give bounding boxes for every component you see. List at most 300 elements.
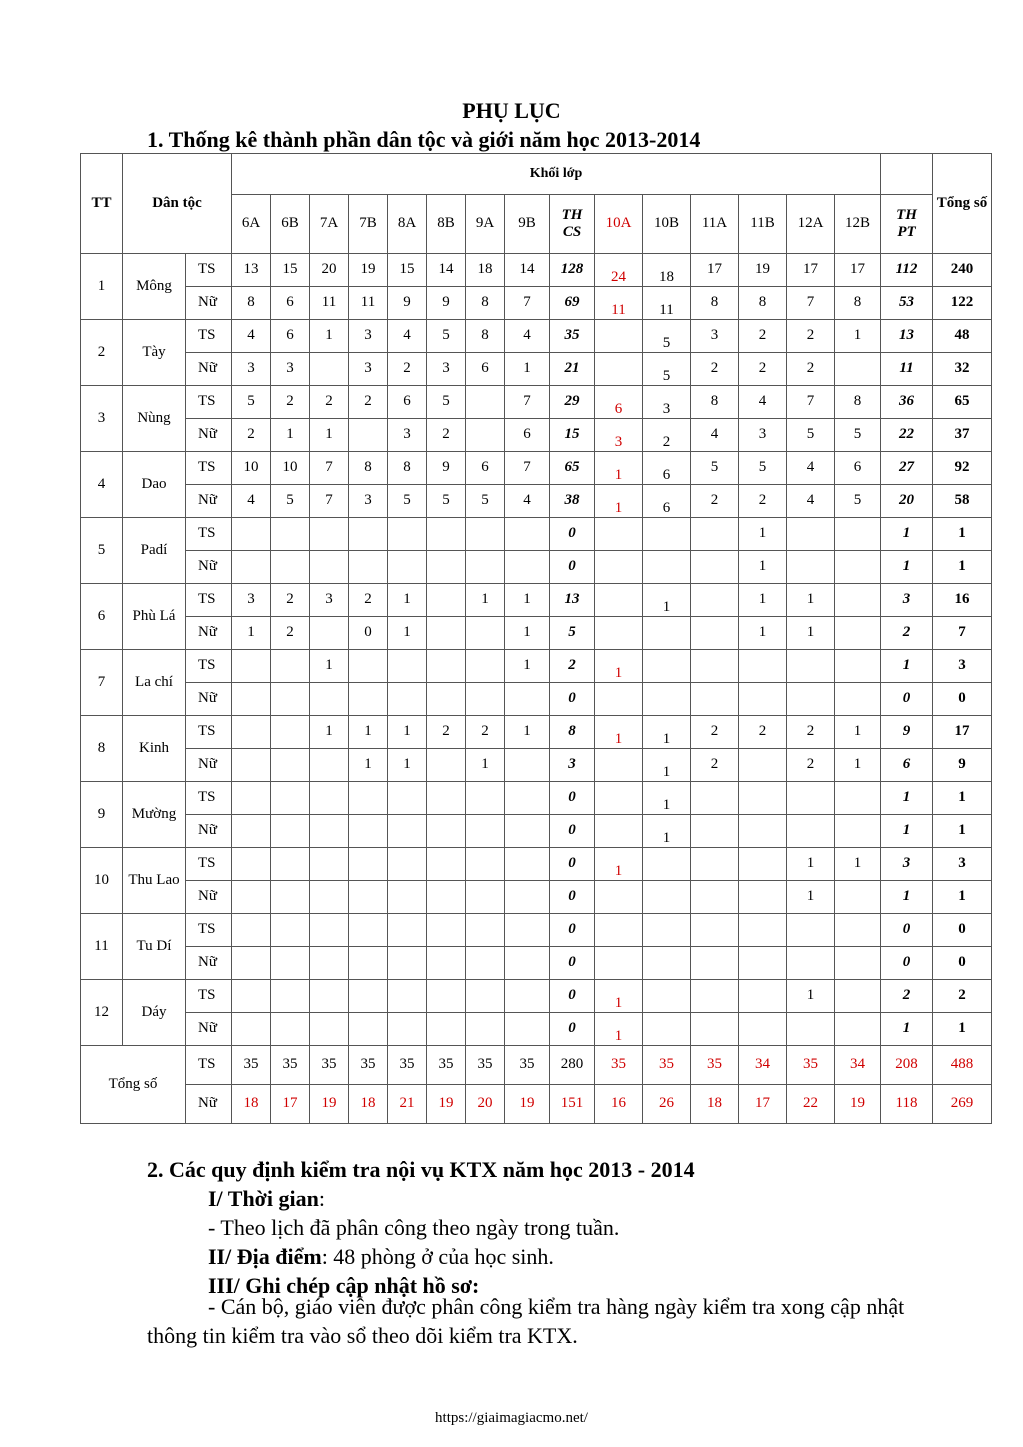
table-cell [691, 518, 739, 551]
table-cell [933, 683, 992, 716]
cell-value: 1 [325, 327, 333, 344]
table-cell [349, 815, 388, 848]
table-cell [881, 320, 933, 353]
table-cell [466, 815, 505, 848]
table-cell [232, 386, 271, 419]
cell-value: 3 [614, 434, 623, 451]
table-cell [466, 287, 505, 320]
table-cell [310, 683, 349, 716]
table-cell [643, 518, 691, 551]
table-cell [835, 617, 881, 650]
table-cell [881, 551, 933, 584]
row-ethnic: Mông [123, 254, 186, 320]
cell-value: 1 [806, 624, 815, 641]
cell-value: 1 [325, 426, 333, 443]
table-cell [739, 452, 787, 485]
row-ethnic: Mường [123, 782, 186, 848]
table-cell [739, 716, 787, 749]
table-cell [232, 947, 271, 980]
cell-value: 3 [902, 855, 911, 872]
table-row [81, 683, 992, 716]
table-row [81, 980, 992, 1013]
total-cell: 19 [835, 1085, 881, 1124]
table-cell [466, 980, 505, 1013]
table-cell [595, 386, 643, 419]
table-cell [466, 716, 505, 749]
total-cell: 18 [349, 1085, 388, 1124]
table-cell [310, 254, 349, 287]
table-cell [787, 551, 835, 584]
cell-value: 13 [899, 327, 914, 344]
class-header: TH PT [881, 195, 933, 254]
cell-value: 8 [403, 459, 411, 476]
cell-value: 8 [853, 294, 862, 311]
table-cell [787, 716, 835, 749]
table-cell [595, 353, 643, 386]
table-cell [232, 848, 271, 881]
cell-value: 8 [481, 294, 489, 311]
cell-value: 2 [286, 591, 294, 608]
cell-value: 5 [758, 459, 767, 476]
table-cell [271, 815, 310, 848]
table-cell [933, 452, 992, 485]
table-cell [427, 353, 466, 386]
table-cell [643, 1013, 691, 1046]
total-cell: 35 [595, 1046, 643, 1085]
table-row [81, 1013, 992, 1046]
row-type: Nữ [186, 287, 232, 320]
cell-value: 11 [659, 302, 674, 319]
cell-value: 1 [614, 995, 623, 1012]
cell-value: 1 [247, 624, 255, 641]
cell-value: 4 [247, 492, 255, 509]
class-header: 9B [505, 195, 550, 254]
table-row [81, 584, 992, 617]
table-cell [466, 254, 505, 287]
table-cell [550, 386, 595, 419]
cell-value: 1 [403, 591, 411, 608]
table-cell [787, 254, 835, 287]
table-cell [595, 419, 643, 452]
table-cell [881, 287, 933, 320]
cell-value: 4 [758, 393, 767, 410]
table-cell [388, 320, 427, 353]
cell-value: 1 [958, 558, 966, 575]
cell-value: 38 [564, 492, 580, 509]
row-type: TS [186, 848, 232, 881]
table-cell [787, 485, 835, 518]
cell-value: 5 [247, 393, 255, 410]
table-cell [388, 749, 427, 782]
cell-value: 5 [806, 426, 815, 443]
table-cell [466, 914, 505, 947]
table-cell [388, 353, 427, 386]
table-cell [505, 386, 550, 419]
cell-value: 6 [853, 459, 862, 476]
table-cell [787, 914, 835, 947]
cell-value: 2 [806, 327, 815, 344]
table-cell [835, 914, 881, 947]
table-cell [835, 518, 881, 551]
cell-value: 6 [662, 467, 671, 484]
cell-value: 2 [710, 360, 719, 377]
table-cell [933, 518, 992, 551]
class-header: 6B [271, 195, 310, 254]
table-cell [787, 287, 835, 320]
table-cell [739, 815, 787, 848]
table-cell [388, 716, 427, 749]
table-cell [232, 452, 271, 485]
row-ethnic: La chí [123, 650, 186, 716]
table-cell [505, 419, 550, 452]
cell-value: 5 [286, 492, 294, 509]
table-cell [643, 947, 691, 980]
table-cell [787, 518, 835, 551]
table-cell [271, 650, 310, 683]
table-cell [388, 452, 427, 485]
table-cell [643, 980, 691, 1013]
row-type: TS [186, 914, 232, 947]
table-cell [310, 914, 349, 947]
cell-value: 2 [806, 756, 815, 773]
table-cell [595, 320, 643, 353]
table-cell [595, 650, 643, 683]
header-blank [881, 154, 933, 195]
table-cell [550, 683, 595, 716]
cell-value: 3 [247, 591, 255, 608]
cell-value: 1 [662, 764, 671, 781]
cell-value: 6 [523, 426, 531, 443]
table-cell [550, 617, 595, 650]
cell-value: 1 [481, 591, 489, 608]
table-cell [232, 353, 271, 386]
table-cell [933, 254, 992, 287]
cell-value: 27 [899, 459, 914, 476]
table-cell [427, 419, 466, 452]
table-cell [933, 848, 992, 881]
table-cell [271, 353, 310, 386]
total-cell: 35 [232, 1046, 271, 1085]
table-cell [691, 749, 739, 782]
table-cell [691, 716, 739, 749]
cell-value: 1 [662, 599, 671, 616]
table-cell [349, 320, 388, 353]
header-tongso: Tổng số [933, 154, 992, 254]
table-cell [388, 584, 427, 617]
table-cell [835, 353, 881, 386]
table-cell [739, 551, 787, 584]
table-cell [349, 551, 388, 584]
table-row [81, 815, 992, 848]
cell-value: 65 [954, 393, 970, 410]
table-cell [427, 287, 466, 320]
cell-value: 11 [611, 302, 626, 319]
table-cell [835, 650, 881, 683]
table-cell [933, 386, 992, 419]
table-cell [466, 782, 505, 815]
cell-value: 17 [707, 261, 722, 278]
cell-value: 1 [364, 723, 372, 740]
cell-value: 20 [899, 492, 914, 509]
table-cell [271, 254, 310, 287]
table-cell [310, 287, 349, 320]
cell-value: 58 [954, 492, 970, 509]
header-tt: TT [81, 154, 123, 254]
table-cell [388, 1013, 427, 1046]
table-cell [427, 518, 466, 551]
cell-value: 14 [438, 261, 454, 278]
table-cell [550, 320, 595, 353]
table-cell [643, 386, 691, 419]
table-cell [933, 617, 992, 650]
cell-value: 0 [568, 822, 576, 839]
table-cell [881, 386, 933, 419]
row-type: Nữ [186, 749, 232, 782]
cell-value: 48 [954, 327, 970, 344]
cell-value: 1 [662, 797, 671, 814]
total-cell: 19 [310, 1085, 349, 1124]
row-type: Nữ [186, 353, 232, 386]
table-cell [232, 485, 271, 518]
table-cell [427, 551, 466, 584]
cell-value: 3 [902, 591, 911, 608]
row-tt: 3 [81, 386, 123, 452]
cell-value: 1 [403, 624, 411, 641]
table-cell [271, 287, 310, 320]
table-cell [505, 254, 550, 287]
row-ethnic: Kinh [123, 716, 186, 782]
cell-value: 32 [954, 360, 970, 377]
table-cell [232, 782, 271, 815]
table-cell [881, 815, 933, 848]
cell-value: 21 [564, 360, 580, 377]
table-cell [427, 881, 466, 914]
cell-value: 1 [662, 731, 671, 748]
table-cell [787, 881, 835, 914]
table-cell [271, 782, 310, 815]
table-cell [310, 419, 349, 452]
table-cell [595, 518, 643, 551]
table-cell [232, 815, 271, 848]
cell-value: 5 [442, 492, 450, 509]
total-cell: 21 [388, 1085, 427, 1124]
cell-value: 18 [477, 261, 493, 278]
cell-value: 3 [758, 426, 767, 443]
cell-value: 1 [806, 855, 815, 872]
cell-value: 35 [564, 327, 580, 344]
total-cell: 35 [271, 1046, 310, 1085]
table-cell [550, 749, 595, 782]
table-cell [595, 848, 643, 881]
table-cell [427, 815, 466, 848]
cell-value: 15 [399, 261, 415, 278]
table-cell [271, 914, 310, 947]
cell-value: 5 [442, 393, 450, 410]
cell-value: 15 [564, 426, 580, 443]
cell-value: 13 [243, 261, 259, 278]
class-header: 10B [643, 195, 691, 254]
table-cell [232, 749, 271, 782]
table-cell [271, 683, 310, 716]
cell-value: 0 [568, 987, 576, 1004]
table-cell [550, 287, 595, 320]
cell-value: 0 [568, 789, 576, 806]
row-type: TS [186, 452, 232, 485]
table-cell [933, 650, 992, 683]
table-row [81, 848, 992, 881]
table-cell [310, 584, 349, 617]
row-tt: 6 [81, 584, 123, 650]
cell-value: 4 [710, 426, 719, 443]
cell-value: 0 [568, 855, 576, 872]
cell-value: 2 [710, 492, 719, 509]
cell-value: 1 [853, 756, 862, 773]
table-cell [881, 1013, 933, 1046]
table-cell [466, 947, 505, 980]
table-cell [595, 815, 643, 848]
table-cell [271, 716, 310, 749]
section2: 2. Các quy định kiểm tra nội vụ KTX năm học 2013 - 2014 I/ Thời gian: - Theo lịch đã phân công theo ngày trong tuần. II/ Địa điểm: 48 phòng ở của học sinh. III/ Ghi chép cập nhật hồ sơ: [147, 1157, 695, 1298]
statistics-table [80, 153, 992, 1124]
cell-value: 1 [853, 723, 862, 740]
cell-value: 1 [958, 789, 966, 806]
table-cell [427, 749, 466, 782]
table-cell [691, 320, 739, 353]
row-tt: 7 [81, 650, 123, 716]
cell-value: 2 [758, 327, 767, 344]
total-cell: 35 [787, 1046, 835, 1085]
cell-value: 2 [806, 723, 815, 740]
table-cell [550, 485, 595, 518]
cell-value: 3 [325, 591, 333, 608]
table-cell [466, 551, 505, 584]
table-cell [466, 1013, 505, 1046]
table-cell [691, 881, 739, 914]
table-cell [388, 815, 427, 848]
table-cell [739, 683, 787, 716]
cell-value: 7 [806, 393, 815, 410]
table-cell [835, 320, 881, 353]
cell-value: 1 [481, 756, 489, 773]
total-cell: 18 [691, 1085, 739, 1124]
class-header: 10A [595, 195, 643, 254]
table-cell [505, 353, 550, 386]
table-cell [505, 980, 550, 1013]
table-cell [349, 254, 388, 287]
table-cell [643, 353, 691, 386]
table-cell [310, 947, 349, 980]
cell-value: 3 [710, 327, 719, 344]
cell-value: 4 [247, 327, 255, 344]
cell-value: 8 [364, 459, 372, 476]
cell-value: 1 [523, 657, 531, 674]
cell-value: 1 [364, 756, 372, 773]
table-cell [643, 584, 691, 617]
cell-value: 11 [321, 294, 337, 311]
table-cell [835, 683, 881, 716]
table-cell [388, 914, 427, 947]
table-cell [787, 782, 835, 815]
table-cell [787, 749, 835, 782]
table-cell [933, 287, 992, 320]
cell-value: 3 [662, 401, 671, 418]
cell-value: 2 [364, 591, 372, 608]
table-cell [933, 485, 992, 518]
table-cell [310, 881, 349, 914]
total-cell: 118 [881, 1085, 933, 1124]
total-row [81, 1046, 992, 1085]
table-cell [232, 551, 271, 584]
total-cell: 17 [739, 1085, 787, 1124]
table-cell [427, 485, 466, 518]
total-cell: 34 [739, 1046, 787, 1085]
table-cell [643, 683, 691, 716]
table-cell [643, 485, 691, 518]
table-cell [310, 386, 349, 419]
table-cell [349, 287, 388, 320]
table-cell [691, 386, 739, 419]
table-cell [505, 848, 550, 881]
cell-value: 13 [564, 591, 580, 608]
table-cell [550, 980, 595, 1013]
table-cell [349, 749, 388, 782]
table-cell [232, 683, 271, 716]
row-ethnic: Thu Lao [123, 848, 186, 914]
table-cell [595, 749, 643, 782]
table-cell [550, 815, 595, 848]
footer-url: https://giaimagiacmo.net/ [435, 1410, 588, 1426]
table-cell [933, 914, 992, 947]
table-cell [691, 1013, 739, 1046]
table-cell [466, 386, 505, 419]
table-cell [643, 320, 691, 353]
class-header: 8A [388, 195, 427, 254]
table-cell [643, 782, 691, 815]
table-cell [787, 1013, 835, 1046]
table-cell [835, 386, 881, 419]
table-cell [691, 254, 739, 287]
cell-value: 17 [954, 723, 970, 740]
cell-value: 2 [286, 393, 294, 410]
table-cell [349, 947, 388, 980]
table-cell [466, 683, 505, 716]
table-cell [643, 254, 691, 287]
total-label: Tổng số [81, 1046, 186, 1124]
table-cell [232, 881, 271, 914]
table-cell [643, 551, 691, 584]
table-cell [550, 419, 595, 452]
cell-value: 8 [481, 327, 489, 344]
cell-value: 3 [442, 360, 450, 377]
table-cell [691, 485, 739, 518]
table-cell [881, 914, 933, 947]
table-cell [933, 815, 992, 848]
table-cell [595, 782, 643, 815]
row-tt: 2 [81, 320, 123, 386]
table-cell [691, 683, 739, 716]
table-row [81, 254, 992, 287]
table-cell [643, 452, 691, 485]
table-cell [881, 485, 933, 518]
table-cell [466, 749, 505, 782]
table-cell [550, 947, 595, 980]
cell-value: 0 [902, 954, 911, 971]
table-cell [691, 815, 739, 848]
table-cell [310, 749, 349, 782]
cell-value: 29 [564, 393, 580, 410]
total-cell: 20 [466, 1085, 505, 1124]
total-cell: 488 [933, 1046, 992, 1085]
